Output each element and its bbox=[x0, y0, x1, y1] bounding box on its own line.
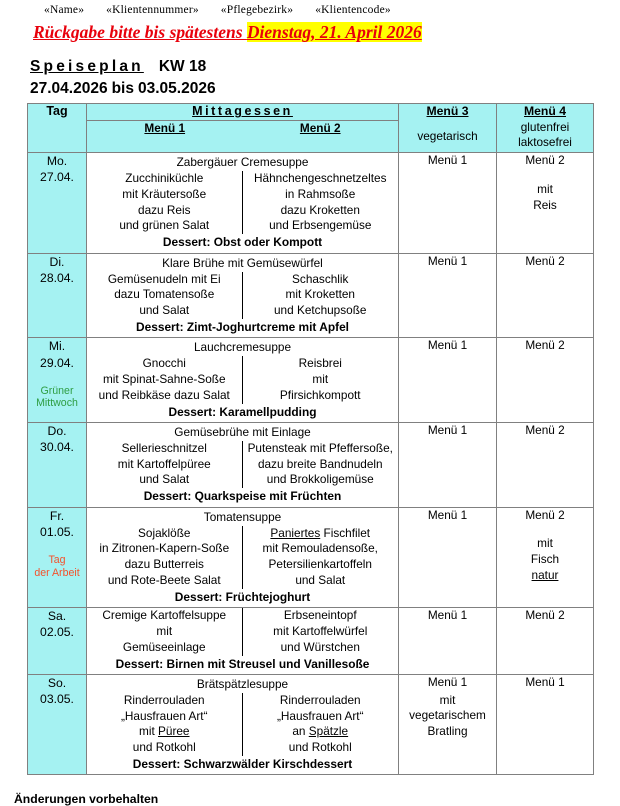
dessert-line: Dessert: Birnen mit Streusel und Vanillesoße bbox=[115, 656, 370, 671]
menu1-cell bbox=[87, 526, 243, 589]
day-note: Tag der Arbeit bbox=[34, 553, 80, 579]
menu2-line: und Ketchupsoße bbox=[274, 303, 367, 318]
menu-columns bbox=[87, 272, 398, 319]
day-name: Di. bbox=[49, 254, 65, 269]
day-note: Grüner Mittwoch bbox=[36, 384, 78, 410]
header-mittagessen-label: Mittagessen bbox=[192, 104, 293, 119]
menu1-line: mit Spinat-Sahne-Soße bbox=[102, 372, 226, 386]
soup-line: Brätspätzlesuppe bbox=[196, 677, 289, 692]
menu2-line: und Brokkoligemüse bbox=[266, 472, 374, 487]
menu3-cell bbox=[399, 153, 497, 253]
menu4-extra: mit Fisch natur bbox=[530, 536, 560, 582]
soup-line: Lauchcremesuppe bbox=[193, 340, 292, 355]
menu-cell bbox=[87, 253, 399, 338]
header-menu4 bbox=[497, 104, 594, 153]
day-cell bbox=[28, 153, 87, 253]
page-title bbox=[30, 57, 620, 78]
menu3-extra: mit vegetarischem Bratling bbox=[409, 692, 486, 739]
menu1-line: und Rotkohl bbox=[132, 740, 196, 755]
menu2-cell bbox=[243, 356, 399, 403]
day-name: Mi. bbox=[48, 339, 66, 354]
footer-disclaimer: Änderungen vorbehalten bbox=[14, 792, 159, 806]
menu2-line: Schaschlik bbox=[292, 271, 349, 286]
menu-columns bbox=[87, 693, 398, 756]
menu-columns bbox=[87, 171, 398, 234]
day-date: 30.04. bbox=[40, 440, 74, 455]
menu2-line: und Erbsengemüse bbox=[269, 218, 372, 233]
header-menu1 bbox=[87, 121, 243, 137]
menu1-line: in Zitronen-Kapern-Soße bbox=[99, 541, 230, 556]
menu1-line: dazu Reis bbox=[138, 202, 191, 217]
menu3-cell bbox=[399, 338, 497, 423]
menu2-line: und Salat bbox=[295, 572, 346, 587]
menu1-line: Sojaklöße bbox=[138, 525, 191, 540]
menu3-value: Menü 1 bbox=[427, 423, 468, 438]
menu1-line: mit Kartoffelpüree bbox=[117, 456, 211, 471]
menu-columns bbox=[87, 608, 398, 655]
menu4-cell bbox=[497, 675, 594, 775]
menu2-line: in Rahmsoße bbox=[285, 186, 356, 201]
menu2-line: dazu Kroketten bbox=[280, 202, 360, 217]
menu1-line: mit Kräutersoße bbox=[122, 186, 207, 201]
day-name: Do. bbox=[47, 424, 67, 439]
menu3-value: Menü 1 bbox=[427, 608, 468, 623]
menu2-line: Reisbrei bbox=[298, 356, 342, 371]
dessert-line: Dessert: Quarkspeise mit Früchten bbox=[143, 489, 342, 504]
day-cell bbox=[28, 253, 87, 338]
menu4-value: Menü 2 bbox=[525, 253, 565, 268]
day-date: 03.05. bbox=[40, 692, 74, 707]
menu1-line: Cremige Kartoffelsuppe bbox=[102, 608, 227, 623]
dessert-line: Dessert: Karamellpudding bbox=[168, 404, 317, 419]
menu1-line: Gemüseeinlage bbox=[122, 639, 206, 654]
menu2-cell bbox=[243, 526, 399, 589]
meal-plan-body bbox=[28, 153, 594, 775]
menu3-value: Menü 1 bbox=[427, 675, 468, 690]
table-row bbox=[28, 338, 594, 423]
soup-line: Tomatensuppe bbox=[203, 509, 282, 524]
day-date: 28.04. bbox=[40, 270, 74, 285]
menu4-cell bbox=[497, 253, 594, 338]
menu1-line: und Reibkäse dazu Salat bbox=[98, 387, 230, 402]
dessert-line: Dessert: Früchtejoghurt bbox=[174, 589, 311, 604]
menu1-line: mit Püree bbox=[139, 724, 190, 739]
menu3-value: Menü 1 bbox=[427, 507, 468, 522]
menu2-line: und Würstchen bbox=[280, 639, 360, 654]
menu1-line: Gnocchi bbox=[142, 356, 186, 371]
menu4-extra: mit Reis bbox=[533, 181, 557, 212]
menu2-line: Rinderrouladen bbox=[279, 692, 361, 707]
header-menu2-label: Menü 2 bbox=[299, 121, 341, 136]
menu1-cell bbox=[87, 356, 243, 403]
menu-cell bbox=[87, 675, 399, 775]
day-cell bbox=[28, 507, 87, 607]
table-row bbox=[28, 253, 594, 338]
menu4-value: Menü 2 bbox=[525, 608, 565, 623]
menu3-value: Menü 1 bbox=[427, 253, 468, 268]
menu2-line: mit bbox=[312, 372, 329, 386]
merge-field-name: «Name» bbox=[44, 4, 85, 16]
menu2-cell bbox=[243, 171, 399, 234]
menu2-line: dazu breite Bandnudeln bbox=[257, 456, 383, 471]
header-menu2 bbox=[243, 121, 399, 137]
header-menu3-label: Menü 3 bbox=[426, 104, 469, 119]
menu3-cell bbox=[399, 675, 497, 775]
merge-field-client-code: «Klientencode» bbox=[315, 4, 391, 16]
day-cell bbox=[28, 338, 87, 423]
header-menu4-label: Menü 4 bbox=[524, 104, 566, 119]
day-name: So. bbox=[47, 676, 67, 691]
menu-cell bbox=[87, 338, 399, 423]
table-row bbox=[28, 423, 594, 508]
menu2-line: Putensteak mit Pfeffersoße, bbox=[247, 440, 393, 455]
menu4-value: Menü 2 bbox=[525, 507, 565, 522]
day-name: Fr. bbox=[49, 508, 65, 523]
menu1-line: und Salat bbox=[139, 303, 190, 318]
menu4-cell bbox=[497, 507, 594, 607]
menu2-cell bbox=[243, 441, 399, 488]
menu-plan-title-block bbox=[0, 43, 620, 99]
day-cell bbox=[28, 608, 87, 675]
header-menu4-sub2: laktosefrei bbox=[518, 135, 572, 149]
menu2-cell bbox=[243, 608, 399, 655]
menu2-line: und Rotkohl bbox=[288, 740, 352, 755]
menu1-cell bbox=[87, 272, 243, 319]
day-name: Sa. bbox=[47, 609, 67, 624]
header-menu3 bbox=[399, 104, 497, 153]
menu2-line: „Hausfrauen Art“ bbox=[276, 708, 364, 723]
menu1-cell bbox=[87, 171, 243, 234]
return-deadline-prefix: Rückgabe bitte bis spätestens bbox=[33, 22, 247, 42]
date-range-separator: bis bbox=[111, 79, 134, 97]
soup-line: Gemüsebrühe mit Einlage bbox=[174, 425, 311, 440]
menu1-line: und grünen Salat bbox=[119, 218, 210, 233]
table-row bbox=[28, 153, 594, 253]
header-menu-split bbox=[87, 121, 398, 137]
menu-cell bbox=[87, 608, 399, 675]
menu1-cell bbox=[87, 693, 243, 756]
date-from: 27.04.2026 bbox=[30, 79, 108, 97]
day-cell bbox=[28, 423, 87, 508]
menu1-line: und Salat bbox=[139, 472, 190, 487]
menu4-cell bbox=[497, 338, 594, 423]
menu3-cell bbox=[399, 253, 497, 338]
menu2-cell bbox=[243, 693, 399, 756]
menu4-cell bbox=[497, 423, 594, 508]
menu2-line: Paniertes Fischfilet bbox=[270, 525, 371, 540]
soup-line: Klare Brühe mit Gemüsewürfel bbox=[162, 255, 323, 270]
menu-cell bbox=[87, 423, 399, 508]
menu1-line: mit bbox=[156, 623, 173, 638]
menu4-value: Menü 2 bbox=[525, 338, 565, 353]
menu3-value: Menü 1 bbox=[427, 153, 468, 168]
merge-field-care-district: «Pflegebezirk» bbox=[220, 4, 294, 16]
table-row bbox=[28, 608, 594, 675]
day-date: 27.04. bbox=[40, 170, 74, 185]
menu2-line: an Spätzle bbox=[292, 724, 349, 739]
header-mittagessen bbox=[87, 104, 399, 121]
menu1-line: Rinderrouladen bbox=[123, 692, 205, 707]
menu3-cell bbox=[399, 608, 497, 675]
merge-field-line bbox=[0, 0, 620, 16]
header-menu4-sub1: glutenfrei bbox=[520, 119, 570, 134]
menu-columns bbox=[87, 526, 398, 589]
menu1-line: Gemüsenudeln mit Ei bbox=[107, 271, 221, 286]
menu1-cell bbox=[87, 441, 243, 488]
header-menu3-sub: vegetarisch bbox=[417, 128, 478, 143]
menu2-cell bbox=[243, 272, 399, 319]
menu2-line: Hähnchengeschnetzeltes bbox=[254, 171, 387, 186]
menu2-line: Petersilienkartoffeln bbox=[268, 557, 372, 572]
day-date: 02.05. bbox=[40, 625, 74, 640]
menu3-cell bbox=[399, 423, 497, 508]
menu2-line: mit Remouladensoße, bbox=[262, 541, 378, 556]
dessert-line: Dessert: Obst oder Kompott bbox=[162, 235, 323, 250]
menu2-line: mit Kroketten bbox=[285, 287, 355, 302]
table-row bbox=[28, 675, 594, 775]
menu3-value: Menü 1 bbox=[427, 338, 468, 353]
menu1-line: Zucchiniküchle bbox=[125, 171, 204, 186]
menu1-line: dazu Tomatensoße bbox=[114, 287, 215, 302]
menu1-line: dazu Butterreis bbox=[124, 557, 204, 572]
page-title-label: Speiseplan bbox=[30, 58, 144, 75]
day-date: 29.04. bbox=[40, 355, 74, 370]
menu-cell bbox=[87, 153, 399, 253]
menu2-line: mit Kartoffelwürfel bbox=[273, 623, 368, 638]
date-range bbox=[30, 78, 620, 98]
header-menu1-menu2 bbox=[87, 121, 399, 153]
menu4-cell bbox=[497, 608, 594, 675]
table-row bbox=[28, 507, 594, 607]
date-to: 03.05.2026 bbox=[137, 79, 216, 97]
return-deadline-date: Dienstag, 21. April 2026 bbox=[246, 22, 422, 42]
calendar-week: KW 18 bbox=[158, 58, 207, 75]
return-deadline-notice bbox=[0, 16, 620, 43]
menu1-cell bbox=[87, 608, 243, 655]
menu3-cell bbox=[399, 507, 497, 607]
dessert-line: Dessert: Schwarzwälder Kirschdessert bbox=[132, 757, 353, 772]
soup-line: Zabergäuer Cremesuppe bbox=[176, 155, 309, 170]
menu-cell bbox=[87, 507, 399, 607]
header-menu1-label: Menü 1 bbox=[144, 121, 186, 136]
menu1-line: „Hausfrauen Art“ bbox=[120, 708, 208, 723]
dessert-line: Dessert: Zimt-Joghurtcreme mit Apfel bbox=[136, 319, 349, 334]
meal-plan-table bbox=[27, 103, 594, 775]
menu4-cell bbox=[497, 153, 594, 253]
menu1-line: und Rote-Beete Salat bbox=[107, 572, 221, 587]
merge-field-client-number: «Klientennummer» bbox=[106, 4, 199, 16]
header-tag: Tag bbox=[28, 104, 87, 153]
menu1-line: Sellerieschnitzel bbox=[121, 440, 207, 455]
day-cell bbox=[28, 675, 87, 775]
menu-columns bbox=[87, 441, 398, 488]
table-header-row-1 bbox=[28, 104, 594, 121]
menu2-line: Erbseneintopf bbox=[283, 608, 357, 623]
menu4-value: Menü 2 bbox=[525, 153, 565, 168]
day-name: Mo. bbox=[46, 154, 68, 169]
menu2-line: Pfirsichkompott bbox=[279, 387, 361, 402]
menu4-value: Menü 2 bbox=[525, 423, 565, 438]
menu-columns bbox=[87, 356, 398, 403]
menu4-value: Menü 1 bbox=[525, 675, 565, 690]
day-date: 01.05. bbox=[40, 524, 74, 539]
